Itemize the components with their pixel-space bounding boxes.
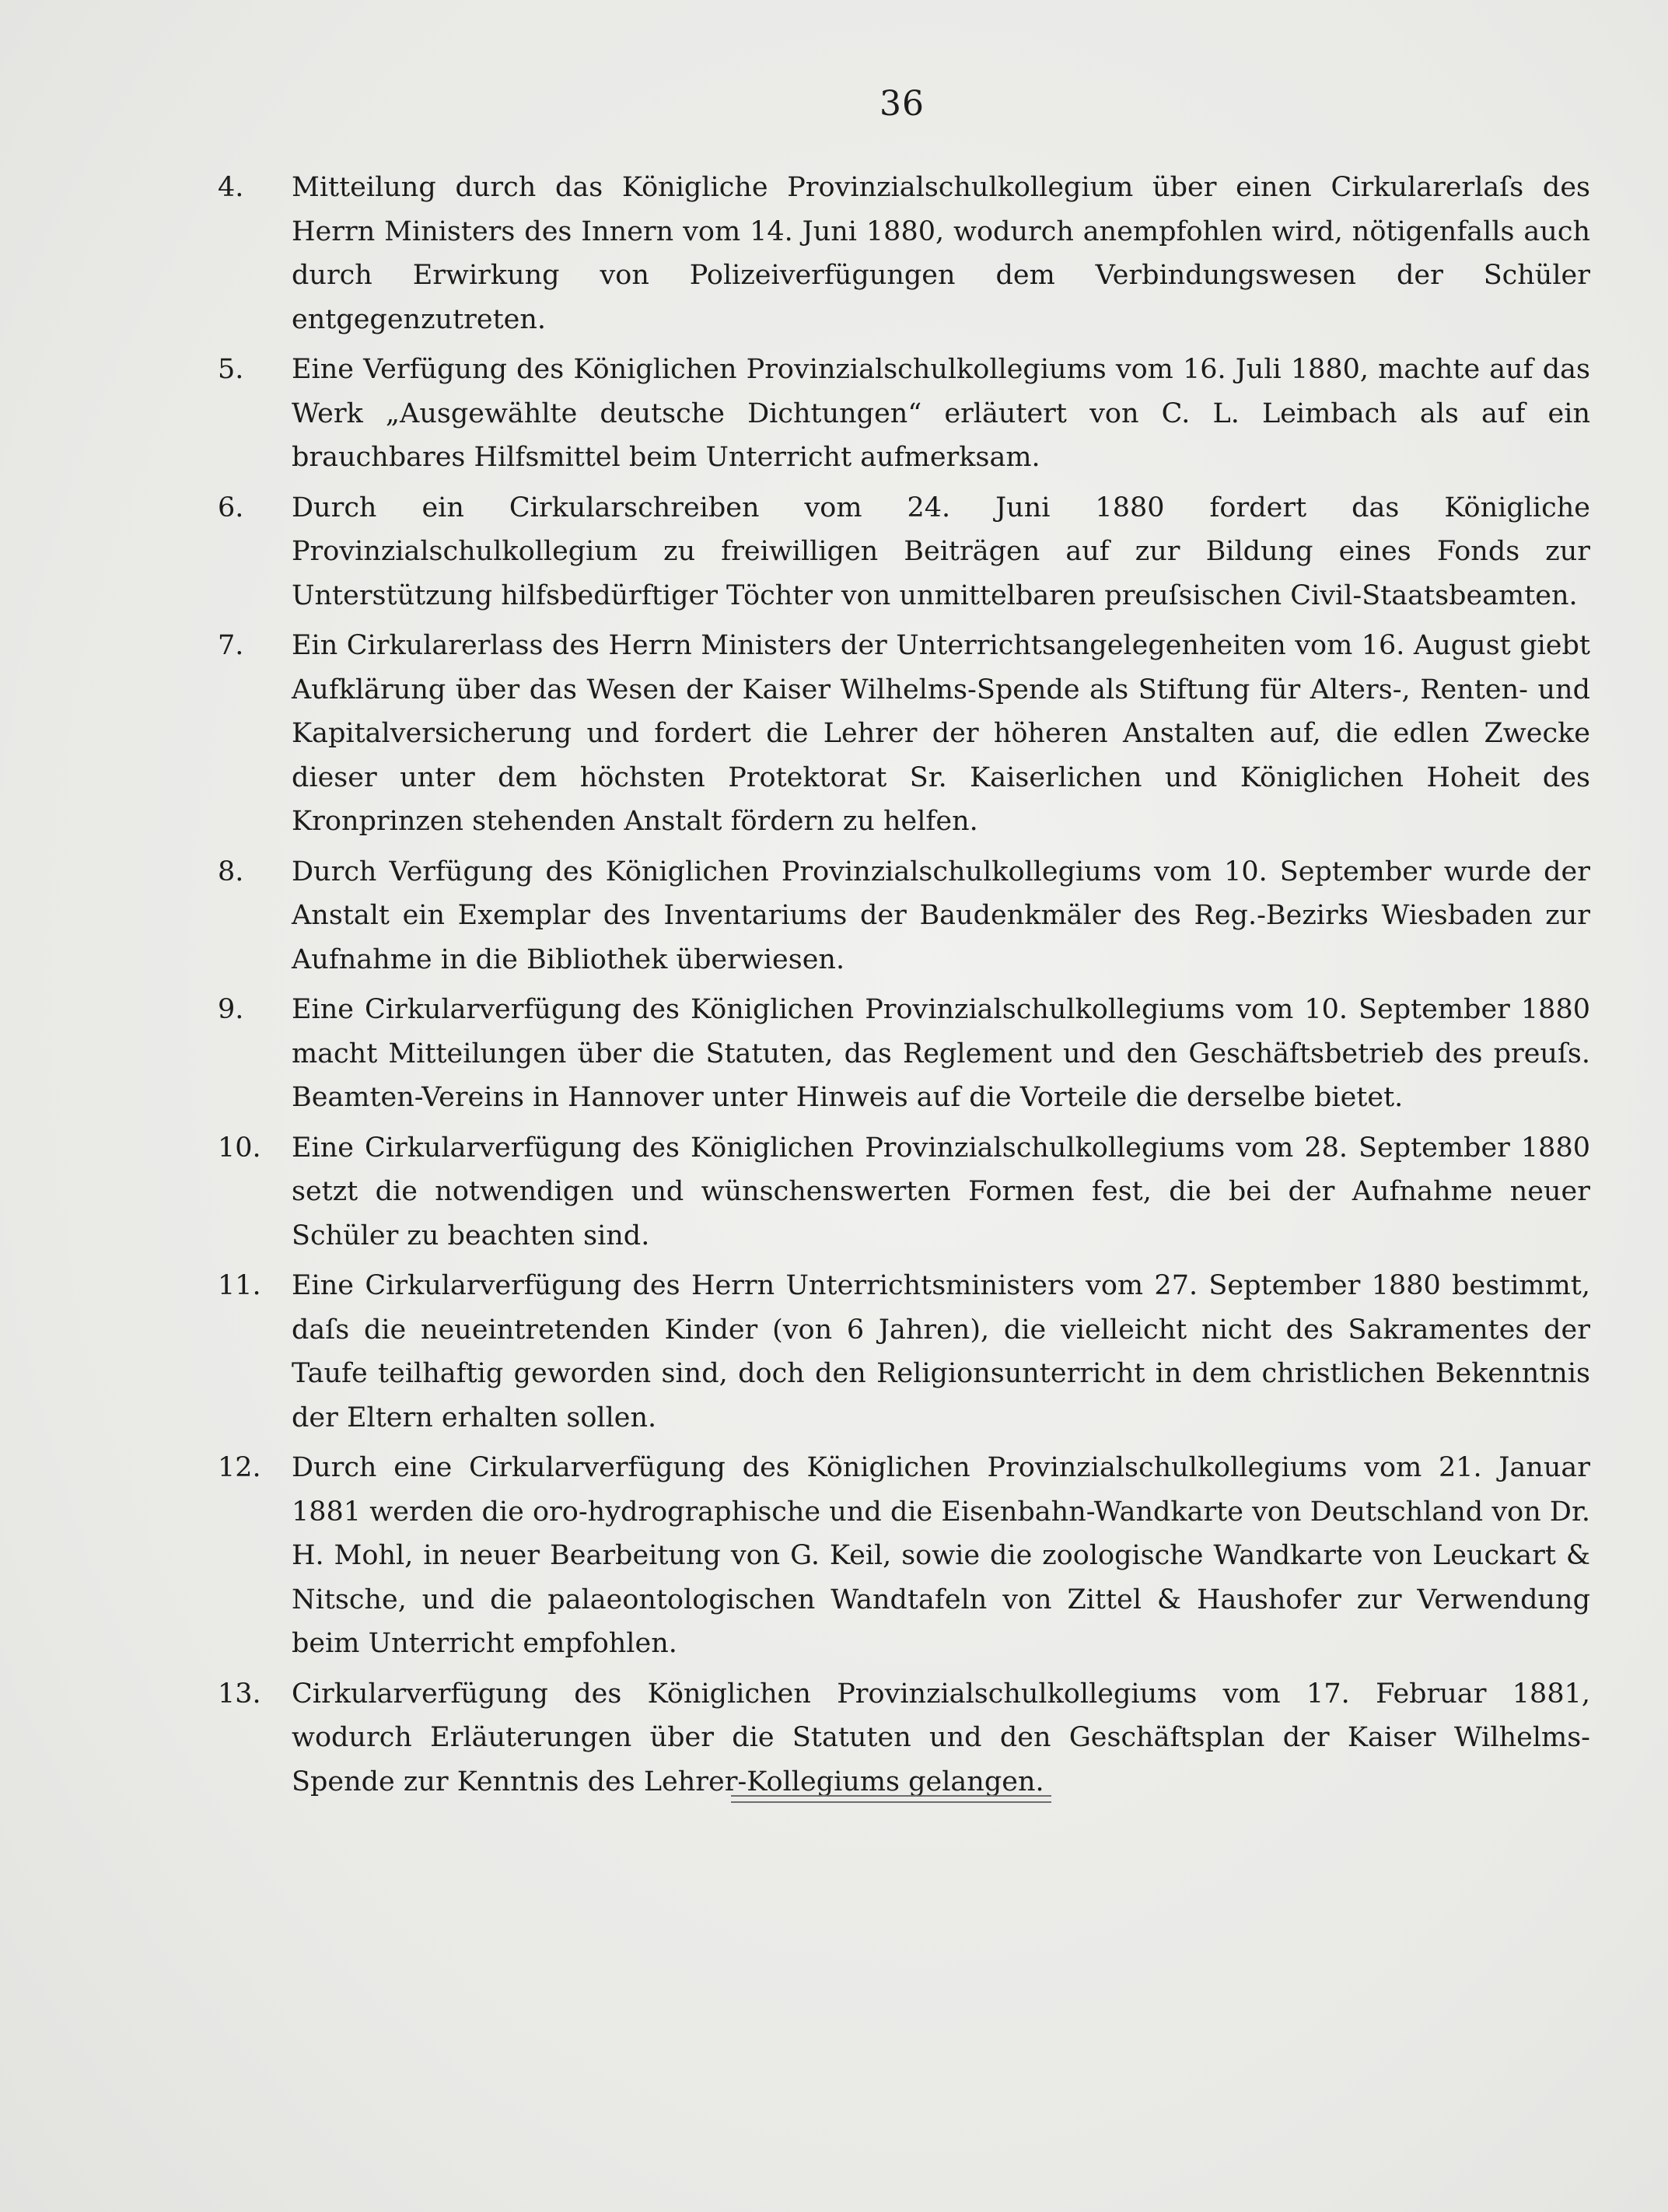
list-item bbox=[218, 166, 1590, 341]
list-item bbox=[218, 1446, 1590, 1666]
list-item bbox=[218, 988, 1590, 1120]
item-number: 12. bbox=[218, 1452, 261, 1483]
item-number: 6. bbox=[218, 492, 244, 523]
closing-double-rule bbox=[731, 1795, 1051, 1803]
item-text: Durch ein Cirkularschreiben vom 24. Juni 1880 fordert das Königliche Provinzialschulkollegium zu freiwilligen Beiträgen auf zur Bildung eines Fonds zur Unterstützung hilfsbedürftiger Töchter von unmittelbaren preuſsischen Civil-Staatsbeamten. bbox=[292, 492, 1590, 611]
item-number: 8. bbox=[218, 856, 244, 887]
item-number: 13. bbox=[218, 1678, 261, 1710]
item-number: 4. bbox=[218, 172, 244, 203]
item-text: Eine Cirkularverfügung des Königlichen Provinzialschulkollegiums vom 28. September 1880 setzt die notwendigen und wünschenswerten Formen fest, die bei der Aufnahme neuer Schüler zu beachten sind. bbox=[292, 1132, 1590, 1251]
item-number: 9. bbox=[218, 994, 244, 1025]
item-text: Ein Cirkularerlass des Herrn Ministers der Unterrichtsangelegenheiten vom 16. August giebt Aufklärung über das Wesen der Kaiser Wilhelms-Spende als Stiftung für Alters-, Renten- und Kapitalversicherung und fordert die Lehrer der höheren Anstalten auf, die edlen Zwecke dieser unter dem höchsten Protektorat Sr. Kaiserlichen und Königlichen Hoheit des Kronprinzen stehenden Anstalt fördern zu helfen. bbox=[292, 630, 1590, 837]
item-text: Eine Verfügung des Königlichen Provinzialschulkollegiums vom 16. Juli 1880, machte auf das Werk „Ausgewählte deutsche Dichtungen“ erläutert von C. L. Leimbach als auf ein brauchbares Hilfsmittel beim Unterricht aufmerksam. bbox=[292, 354, 1590, 473]
page-number: 36 bbox=[879, 84, 925, 124]
list-item bbox=[218, 1126, 1590, 1258]
item-text: Eine Cirkularverfügung des Herrn Unterrichtsministers vom 27. September 1880 bestimmt, daſs die neueintretenden Kinder (von 6 Jahren), die vielleicht nicht des Sakramentes der Taufe teilhaftig geworden sind, doch den Religionsunterricht in dem christlichen Bekenntnis der Eltern erhalten sollen. bbox=[292, 1270, 1590, 1433]
list-item bbox=[218, 1672, 1590, 1804]
item-text: Mitteilung durch das Königliche Provinzialschulkollegium über einen Cirkularerlaſs des Herrn Ministers des Innern vom 14. Juni 1880, wodurch anempfohlen wird, nötigenfalls auch durch Erwirkung von Polizeiverfügungen dem Verbindungswesen der Schüler entgegenzutreten. bbox=[292, 172, 1590, 335]
item-number: 10. bbox=[218, 1132, 261, 1164]
list-item bbox=[218, 624, 1590, 844]
list-item bbox=[218, 348, 1590, 480]
list-item bbox=[218, 1264, 1590, 1440]
list-item bbox=[218, 486, 1590, 618]
item-text: Cirkularverfügung des Königlichen Provinzialschulkollegiums vom 17. Februar 1881, wodurch Erläuterungen über die Statuten und den Geschäftsplan der Kaiser Wilhelms-Spende zur Kenntnis des Lehrer-Kollegiums gelangen. bbox=[292, 1678, 1590, 1797]
item-text: Eine Cirkularverfügung des Königlichen Provinzialschulkollegiums vom 10. September 1880 macht Mitteilungen über die Statuten, das Reglement und den Geschäftsbetrieb des preuſs. Beamten-Vereins in Hannover unter Hinweis auf die Vorteile die derselbe bietet. bbox=[292, 994, 1590, 1113]
item-number: 5. bbox=[218, 354, 244, 385]
item-text: Durch eine Cirkularverfügung des Königlichen Provinzialschulkollegiums vom 21. Januar 1881 werden die oro-hydrographische und die Eisenbahn-Wandkarte von Deutschland von Dr. H. Mohl, in neuer Bearbeitung von G. Keil, sowie die zoologische Wandkarte von Leuckart & Nitsche, und die palaeontologischen Wandtafeln von Zittel & Haushofer zur Verwendung beim Unterricht empfohlen. bbox=[292, 1452, 1590, 1659]
decree-list bbox=[218, 166, 1590, 1810]
item-number: 7. bbox=[218, 630, 244, 661]
item-text: Durch Verfügung des Königlichen Provinzialschulkollegiums vom 10. September wurde der Anstalt ein Exemplar des Inventariums der Baudenkmäler des Reg.-Bezirks Wiesbaden zur Aufnahme in die Bibliothek überwiesen. bbox=[292, 856, 1590, 975]
list-item bbox=[218, 850, 1590, 982]
item-number: 11. bbox=[218, 1270, 261, 1301]
